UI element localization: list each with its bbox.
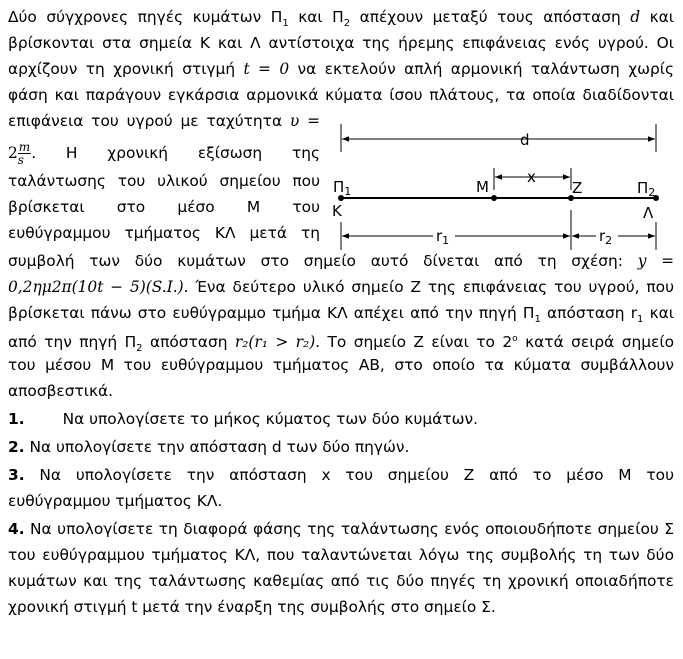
question-3-line-2: ευθύγραμμου τμήματος ΚΛ. bbox=[8, 492, 223, 510]
question-2: 2. Να υπολογίσετε την απόσταση d των δύο πηγών. bbox=[8, 438, 410, 456]
k-label: K bbox=[332, 202, 342, 220]
r1-label: $r_1$ bbox=[436, 227, 450, 247]
question-2-number: 2. bbox=[8, 438, 25, 456]
question-3-number: 3. bbox=[8, 466, 25, 484]
question-4-line-1: 4. Να υπολογίσετε τη διαφορά φάσης της ταλάντωσης ενός οποιουδήποτε σημείου Σ bbox=[8, 520, 674, 538]
midpoint-m-dot bbox=[491, 195, 497, 201]
question-4-number: 4. bbox=[8, 520, 25, 538]
problem-line-3: αρχίζουν τη χρονική στιγμή t = 0 να εκτελούν απλή αρμονική ταλάντωση χωρίς bbox=[8, 60, 674, 78]
velocity-unit-fraction: $\frac{m}{s}$ bbox=[17, 140, 31, 167]
problem-line-7: ταλάντωσης του υλικού σημείου που bbox=[8, 172, 320, 190]
question-4-line-2: του ευθύγραμμου τμήματος ΚΛ, που ταλαντώνεται λόγω της συμβολής τη των δύο bbox=[8, 546, 674, 564]
d-label: d bbox=[520, 131, 530, 149]
problem-line-4: φάση και παράγουν εγκάρσια αρμονικά κύματα ίσου πλάτους, τα οποία διαδίδονται bbox=[8, 86, 674, 104]
question-1: 1. Να υπολογίσετε το μήκος κύματος των δύο κυμάτων. bbox=[8, 410, 478, 428]
sources-diagram bbox=[330, 122, 670, 272]
p2-label: $\Pi_2$ bbox=[637, 179, 656, 199]
problem-line-5: επιφάνεια του υγρού με ταχύτητα υ = bbox=[8, 112, 320, 130]
problem-line-9: ευθύγραμμου τμήματος ΚΛ μετά τη bbox=[8, 224, 320, 242]
question-1-number: 1. bbox=[8, 410, 25, 428]
p1-label: $\Pi_1$ bbox=[333, 178, 352, 198]
problem-line-12: βρίσκεται πάνω στο ευθύγραμμο τμήμα ΚΛ απέχει από την πηγή $\Pi_1$ απόσταση $r_1$ και bbox=[8, 304, 674, 326]
problem-line-8: βρίσκεται στο μέσο Μ του bbox=[8, 198, 320, 216]
z-label: Z bbox=[572, 179, 583, 197]
r2-label: $r_2$ bbox=[599, 227, 613, 247]
problem-line-13: από την πηγή $\Pi_2$ απόσταση r₂(r₁ > r₂). Το σημείο Ζ είναι το $2^o$ κατά σειρά σημείο bbox=[8, 333, 674, 352]
question-3-line-1: 3. Να υπολογίσετε την απόσταση x του σημείου Ζ από το μέσο Μ του bbox=[8, 466, 674, 484]
m-label: M bbox=[476, 178, 489, 196]
problem-line-14: του μέσου Μ του ευθύγραμμου τμήματος ΑΒ, στο οποίο τα κύματα συμβάλλουν bbox=[8, 356, 674, 374]
lambda-label: Λ bbox=[643, 204, 654, 222]
question-4-line-3: κυμάτων και της ταλάντωσης καθεμίας από τις δύο πηγές τη χρονική οποιαδήποτε bbox=[8, 572, 674, 590]
problem-line-1: Δύο σύγχρονες πηγές κυμάτων $\Pi_1$ και $\Pi_2$ απέχουν μεταξύ τους απόσταση d και bbox=[8, 8, 674, 30]
problem-line-10: συμβολή των δύο κυμάτων στο σημείο αυτό δίνεται από τη σχέση: y = bbox=[8, 252, 674, 270]
problem-line-11: 0,2ημ2π(10t − 5)(S.I.). Ένα δεύτερο υλικό σημείο Ζ της επιφάνειας του υγρού, που bbox=[8, 278, 674, 296]
x-label: x bbox=[527, 168, 536, 186]
problem-line-6: 2 $\frac{m}{s}$ . Η χρονική εξίσωση της bbox=[8, 140, 320, 167]
problem-line-2: βρίσκονται στα σημεία Κ και Λ αντίστοιχα της ήρεμης επιφάνειας ενός υγρού. Οι bbox=[8, 34, 674, 52]
question-4-line-4: χρονική στιγμή t μετά την έναρξη της συμβολής στο σημείο Σ. bbox=[8, 598, 496, 616]
problem-line-15: αποσβεστικά. bbox=[8, 382, 114, 400]
